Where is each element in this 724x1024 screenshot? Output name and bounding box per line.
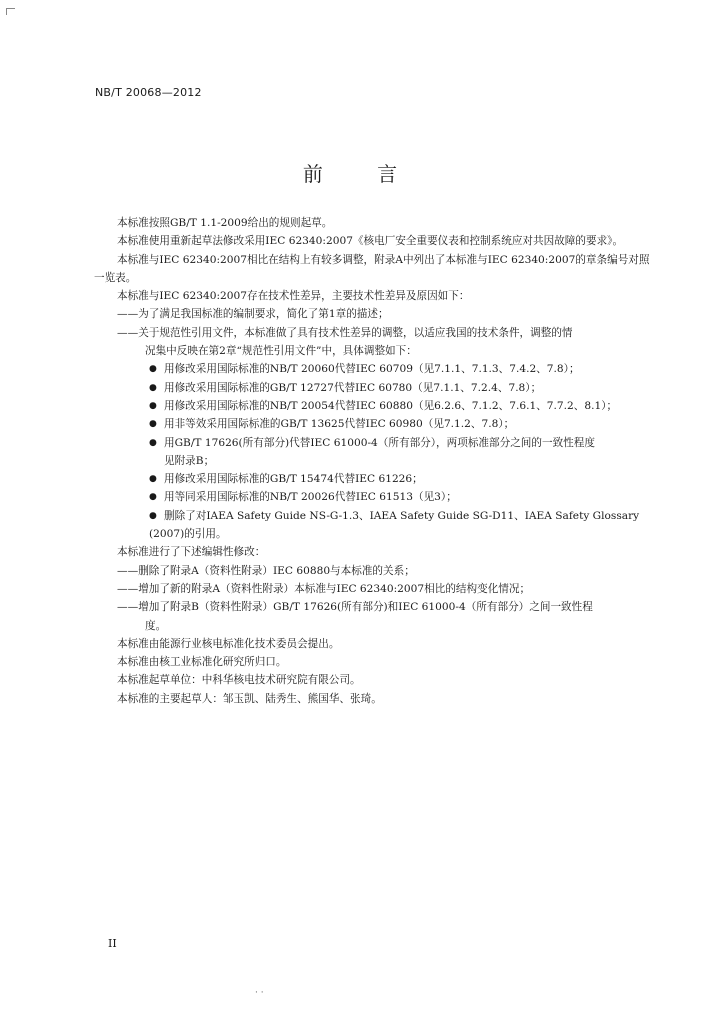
- page-title: 前 言: [302, 162, 422, 186]
- scan-specks: · ·: [255, 988, 264, 998]
- bullet-item: [94, 397, 660, 415]
- bullet-item: [94, 415, 660, 433]
- paragraph: 本标准与IEC 62340:2007相比在结构上有较多调整，附录A中列出了本标准与IEC 62340:2007的章条编号对照一览表。: [94, 253, 650, 284]
- paragraph: 本标准使用重新起草法修改采用IEC 62340:2007《核电厂安全重要仪表和控制系统应对共因故障的要求》。: [117, 235, 624, 248]
- foreword-body: [94, 214, 660, 708]
- bullet-icon: ●: [149, 492, 157, 503]
- bullet-text: 用修改采用国际标准的NB/T 20060代替IEC 60709（见7.1.1、7.1.3、7.4.2、7.8）；: [164, 363, 580, 376]
- bullet-item: [94, 470, 660, 488]
- bullet-icon: ●: [149, 510, 157, 521]
- bullet-text: 用非等效采用国际标准的GB/T 13625代替IEC 60980（见7.1.2、7.8）；: [164, 418, 515, 431]
- bullet-text: 删除了对IAEA Safety Guide NS-G-1.3、IAEA Safety Guide SG-D11、IAEA Safety Glossary: [164, 509, 640, 522]
- bullet-text-continued: 见附录B；: [164, 454, 215, 467]
- page-number: II: [108, 937, 117, 950]
- bullet-icon: ●: [149, 364, 157, 375]
- dash-item: ——关于规范性引用文件，本标准做了具有技术性差异的调整，以适应我国的技术条件，调整的情: [117, 326, 573, 339]
- dash-item-continued: 度。: [145, 619, 167, 632]
- bullet-text: 用等同采用国际标准的NB/T 20026代替IEC 61513（见3）；: [164, 491, 457, 504]
- bullet-icon: ●: [149, 437, 157, 448]
- paragraph: 本标准由能源行业核电标准化技术委员会提出。: [117, 637, 340, 650]
- bullet-item: [94, 434, 660, 452]
- paragraph: 本标准的主要起草人：邹玉凯、陆秀生、熊国华、张琦。: [117, 692, 382, 705]
- bullet-item: [94, 507, 660, 525]
- standard-code: NB/T 20068—2012: [95, 86, 202, 99]
- bullet-text: 用GB/T 17626(所有部分)代替IEC 61000-4（所有部分），两项标准部分之间的一致性程度: [164, 436, 595, 449]
- bullet-icon: ●: [149, 474, 157, 485]
- bullet-icon: ●: [149, 419, 157, 430]
- bullet-text-continued: (2007)的引用。: [149, 528, 227, 541]
- paragraph: 本标准由核工业标准化研究所归口。: [117, 656, 287, 669]
- corner-mark: [6, 8, 15, 15]
- paragraph: 本标准起草单位：中科华核电技术研究院有限公司。: [117, 674, 361, 687]
- dash-item-continued: 况集中反映在第2章“规范性引用文件”中，具体调整如下：: [145, 345, 417, 358]
- bullet-text: 用修改采用国际标准的NB/T 20054代替IEC 60880（见6.2.6、7.1.2、7.6.1、7.7.2、8.1）；: [164, 399, 618, 412]
- paragraph: 本标准与IEC 62340:2007存在技术性差异，主要技术性差异及原因如下：: [117, 290, 470, 303]
- dash-item: ——删除了附录A（资料性附录）IEC 60880与本标准的关系；: [117, 564, 415, 577]
- dash-item: ——为了满足我国标准的编制要求，简化了第1章的描述；: [117, 308, 389, 321]
- bullet-text: 用修改采用国际标准的GB/T 15474代替IEC 61226；: [164, 473, 423, 486]
- paragraph: 本标准按照GB/T 1.1-2009给出的规则起草。: [117, 217, 333, 229]
- bullet-icon: ●: [149, 382, 157, 393]
- bullet-item: [94, 379, 660, 397]
- dash-item: ——增加了附录B（资料性附录）GB/T 17626(所有部分)和IEC 61000-4（所有部分）之间一致性程: [117, 601, 593, 614]
- bullet-item: [94, 360, 660, 378]
- dash-item: ——增加了新的附录A（资料性附录）本标准与IEC 62340:2007相比的结构变化情况；: [117, 582, 531, 595]
- paragraph: 本标准进行了下述编辑性修改：: [117, 546, 266, 559]
- bullet-text: 用修改采用国际标准的GB/T 12727代替IEC 60780（见7.1.1、7.2.4、7.8）；: [164, 381, 542, 394]
- bullet-item: [94, 488, 660, 506]
- bullet-icon: ●: [149, 400, 157, 411]
